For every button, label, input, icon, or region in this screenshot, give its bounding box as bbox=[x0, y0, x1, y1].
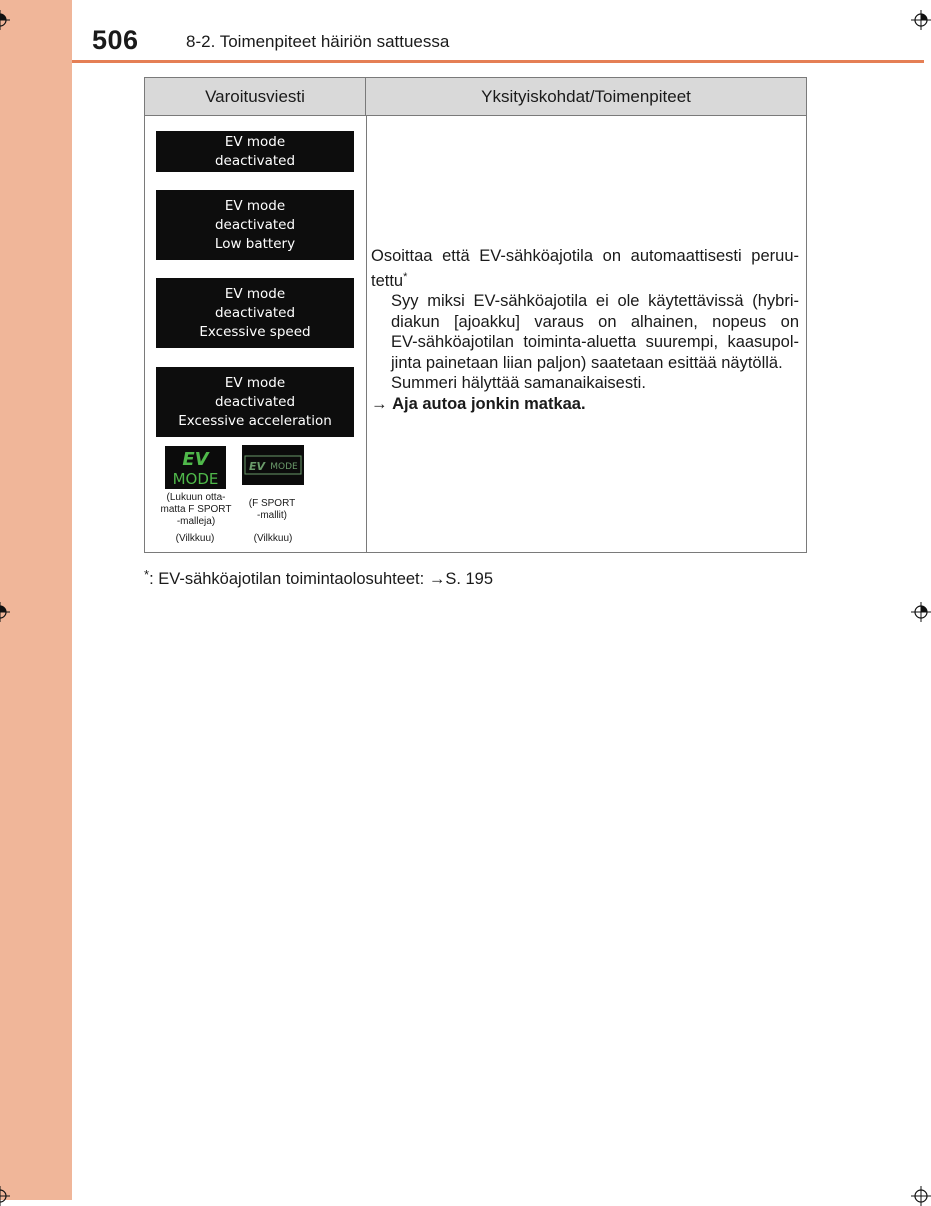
reason-line: jinta painetaan liian paljon) saatetaan esittää näytöllä. bbox=[391, 353, 783, 372]
details-line: Osoittaa että EV-sähköajotila on automaattisesti peruu- bbox=[371, 247, 799, 265]
column-header-details: Yksityiskohdat/Toimenpiteet bbox=[366, 78, 806, 116]
ev-text: EV bbox=[182, 449, 209, 470]
reason-line: Summeri hälyttää samanaikaisesti. bbox=[391, 374, 646, 392]
indicator-caption-fsport: (F SPORT -mallit) bbox=[248, 498, 296, 521]
action-line: → Aja autoa jonkin matkaa. bbox=[371, 394, 586, 413]
header-rule bbox=[72, 60, 924, 63]
column-header-warning: Varoitusviesti bbox=[145, 78, 366, 116]
crosshair-icon bbox=[0, 602, 10, 622]
crosshair-icon bbox=[0, 1186, 10, 1206]
side-band bbox=[0, 0, 72, 1200]
indicator-caption: (Lukuun otta- matta F SPORT -malleja) bbox=[160, 492, 232, 527]
ev-mode-indicator-icon bbox=[165, 446, 226, 489]
ev-mode-indicator-fsport-icon bbox=[242, 445, 304, 485]
message-line: Excessive acceleration bbox=[178, 412, 332, 429]
reason-line: Syy miksi EV-sähköajotila ei ole käytettävissä (hybri- bbox=[391, 292, 799, 310]
footnote bbox=[144, 567, 493, 589]
message-line: EV mode bbox=[224, 285, 286, 302]
message-line: deactivated bbox=[214, 393, 296, 410]
mode-text: MODE bbox=[172, 470, 219, 488]
message-line: deactivated bbox=[214, 304, 296, 321]
message-line: Excessive speed bbox=[199, 323, 311, 340]
ev-text: EV bbox=[248, 460, 266, 473]
details-text bbox=[371, 246, 799, 414]
details-line: tettu* bbox=[371, 270, 408, 290]
warning-message-excessive-speed bbox=[156, 278, 354, 348]
warning-table bbox=[144, 77, 807, 553]
blink-note: (Vilkkuu) bbox=[253, 533, 293, 544]
blink-note: (Vilkkuu) bbox=[175, 533, 215, 544]
crosshair-icon bbox=[0, 10, 10, 30]
warning-message-low-battery bbox=[156, 190, 354, 260]
crosshair-icon bbox=[911, 602, 931, 622]
message-line: EV mode bbox=[224, 374, 286, 391]
message-line: EV mode bbox=[224, 133, 286, 150]
arrow-icon: → bbox=[371, 394, 388, 413]
message-line: Low battery bbox=[214, 235, 296, 252]
column-divider bbox=[366, 116, 367, 552]
footnote-ref: * bbox=[403, 270, 408, 283]
section-title: 8-2. Toimenpiteet häiriön sattuessa bbox=[186, 32, 450, 51]
mode-text: MODE bbox=[270, 462, 298, 472]
message-line: deactivated bbox=[214, 216, 296, 233]
message-line: EV mode bbox=[224, 197, 286, 214]
crosshair-icon bbox=[911, 1186, 931, 1206]
warning-message-excessive-acceleration bbox=[156, 367, 354, 437]
crosshair-icon bbox=[911, 10, 931, 30]
footnote-text: : EV-sähköajotilan toimintaolosuhteet: →S. 195 bbox=[149, 570, 494, 588]
reason-line: diakun [ajoakku] varaus on alhainen, nopeus on bbox=[391, 312, 799, 331]
page-number: 506 bbox=[92, 25, 139, 55]
message-line: deactivated bbox=[214, 152, 296, 169]
warning-message-ev-deactivated bbox=[156, 131, 354, 172]
reason-line: EV-sähköajotilan toiminta-aluetta suurempi, kaasupol- bbox=[391, 333, 799, 351]
footnote-star: * bbox=[144, 567, 150, 582]
